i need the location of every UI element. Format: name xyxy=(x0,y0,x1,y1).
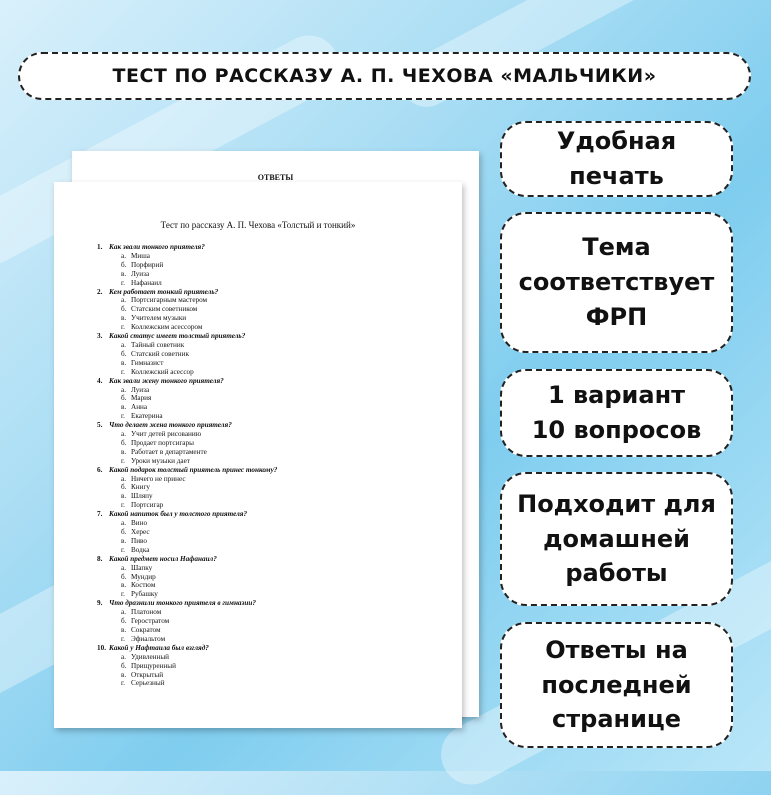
option-text: Уроки музыки дает xyxy=(131,456,190,465)
question-label: Какой напиток был у толстого приятеля? xyxy=(109,510,248,519)
option-text: Работает в департаменте xyxy=(131,447,207,456)
option-letter: б. xyxy=(121,438,127,447)
feature-card-line: 1 вариант xyxy=(547,381,686,410)
option-letter: а. xyxy=(121,608,126,617)
option-text: Рубашку xyxy=(131,590,158,599)
option-letter: а. xyxy=(121,519,126,528)
feature-card-line: Ответы на xyxy=(545,635,688,664)
option-letter: г. xyxy=(121,456,125,465)
question-item xyxy=(97,555,462,600)
feature-card-line: работы xyxy=(565,559,668,588)
answer-option xyxy=(121,359,462,368)
question-text xyxy=(97,421,462,430)
option-letter: г. xyxy=(121,367,125,376)
question-text xyxy=(97,377,462,386)
option-list xyxy=(121,653,462,689)
option-letter: б. xyxy=(121,305,127,314)
answer-option xyxy=(121,564,462,573)
answer-option xyxy=(121,671,462,680)
answer-option xyxy=(121,546,462,555)
option-text: Статский советник xyxy=(131,349,189,358)
answer-option xyxy=(121,394,462,403)
option-letter: б. xyxy=(121,349,127,358)
option-text: Коллежский асессор xyxy=(131,367,194,376)
question-item xyxy=(97,377,462,422)
answer-option xyxy=(121,537,462,546)
question-label: Какой статус имеет толстый приятель? xyxy=(109,332,246,341)
question-label: Как звали жену тонкого приятеля? xyxy=(109,376,224,385)
option-text: Тайный советник xyxy=(131,340,185,349)
option-letter: в. xyxy=(121,314,127,323)
feature-card-line: Удобная xyxy=(556,127,677,156)
option-letter: б. xyxy=(121,483,127,492)
question-label: Какой предмет носил Нафанаил? xyxy=(109,554,217,563)
option-text: Сократом xyxy=(131,625,161,634)
question-list xyxy=(97,243,462,688)
answer-option xyxy=(121,653,462,662)
answer-option xyxy=(121,403,462,412)
option-text: Мундир xyxy=(131,572,156,581)
option-letter: б. xyxy=(121,572,127,581)
answer-option xyxy=(121,573,462,582)
option-text: Коллежским асессором xyxy=(131,323,203,332)
option-letter: г. xyxy=(121,412,125,421)
question-item xyxy=(97,288,462,333)
answer-option xyxy=(121,386,462,395)
option-text: Екатерина xyxy=(131,412,163,421)
question-label: Что делает жена тонкого приятеля? xyxy=(109,421,232,430)
option-text: Мария xyxy=(131,394,152,403)
option-letter: б. xyxy=(121,528,127,536)
question-text xyxy=(97,332,462,341)
option-letter: в. xyxy=(121,269,127,278)
option-text: Шляпу xyxy=(131,492,153,501)
option-list xyxy=(121,608,462,644)
answer-option xyxy=(121,608,462,617)
question-item xyxy=(97,599,462,644)
option-letter: а. xyxy=(121,385,126,394)
question-number: 9. xyxy=(97,599,103,608)
option-text: Продает портсигары xyxy=(131,438,194,447)
question-number: 4. xyxy=(97,376,103,385)
option-letter: г. xyxy=(121,590,125,599)
test-page xyxy=(54,182,462,728)
option-letter: в. xyxy=(121,403,127,412)
option-text: Луиза xyxy=(131,385,150,394)
option-letter: а. xyxy=(121,563,126,572)
answer-option xyxy=(121,448,462,457)
option-text: Геростратом xyxy=(131,617,170,626)
question-number: 10. xyxy=(97,643,106,652)
feature-card-line: печать xyxy=(569,162,664,190)
answer-option xyxy=(121,270,462,279)
answer-option xyxy=(121,679,462,688)
feature-card xyxy=(500,121,733,197)
header-title: ТЕСТ ПО РАССКАЗУ А. П. ЧЕХОВА «МАЛЬЧИКИ» xyxy=(18,52,751,100)
answer-option xyxy=(121,635,462,644)
option-letter: в. xyxy=(121,581,127,590)
question-number: 1. xyxy=(97,243,103,251)
question-number: 5. xyxy=(97,421,103,430)
option-text: Портсигарным мастером xyxy=(131,296,208,305)
option-text: Луиза xyxy=(131,269,150,278)
option-text: Эфиальтом xyxy=(131,634,166,643)
option-letter: г. xyxy=(121,323,125,332)
option-text: Портсигар xyxy=(131,501,164,510)
option-list xyxy=(121,564,462,600)
answer-option xyxy=(121,483,462,492)
feature-card-line: странице xyxy=(552,705,681,734)
answer-option xyxy=(121,261,462,270)
answer-option xyxy=(121,617,462,626)
option-list xyxy=(121,386,462,422)
question-item xyxy=(97,510,462,555)
option-letter: а. xyxy=(121,251,126,260)
option-letter: в. xyxy=(121,536,127,545)
option-text: Порфирий xyxy=(131,260,164,269)
option-text: Платоном xyxy=(131,608,162,617)
option-letter: в. xyxy=(121,670,127,679)
question-text xyxy=(97,288,462,297)
answer-option xyxy=(121,439,462,448)
feature-card-line: 10 вопросов xyxy=(531,416,702,444)
option-text: Анна xyxy=(131,403,148,412)
question-text xyxy=(97,510,462,519)
option-text: Вино xyxy=(131,519,148,528)
option-letter: г. xyxy=(121,278,125,287)
option-list xyxy=(121,341,462,377)
answer-option xyxy=(121,626,462,635)
option-text: Удивленный xyxy=(131,652,170,661)
answer-option xyxy=(121,305,462,314)
feature-card xyxy=(500,622,733,748)
option-letter: б. xyxy=(121,661,127,670)
answer-option xyxy=(121,341,462,350)
answer-option xyxy=(121,457,462,466)
answer-option xyxy=(121,590,462,599)
question-text xyxy=(97,644,462,653)
answer-option xyxy=(121,279,462,288)
option-text: Прищуренный xyxy=(131,661,176,670)
option-list xyxy=(121,519,462,555)
option-letter: г. xyxy=(121,501,125,510)
option-list xyxy=(121,252,462,288)
option-list xyxy=(121,296,462,332)
option-list xyxy=(121,475,462,511)
question-item xyxy=(97,644,462,689)
option-text: Пиво xyxy=(131,536,147,545)
question-label: Что дразнили тонкого приятеля в гимназии? xyxy=(109,599,256,608)
question-label: Какой у Нафтаила был взгляд? xyxy=(109,643,209,652)
question-item xyxy=(97,466,462,511)
question-number: 8. xyxy=(97,554,103,563)
question-item xyxy=(97,332,462,377)
option-text: Гимназист xyxy=(131,358,164,367)
option-text: Учителем музыки xyxy=(131,314,187,323)
option-letter: а. xyxy=(121,296,126,305)
answer-option xyxy=(121,662,462,671)
option-text: Костюм xyxy=(131,581,156,590)
feature-card xyxy=(500,369,733,457)
option-list xyxy=(121,430,462,466)
answer-option xyxy=(121,323,462,332)
option-text: Нафанаил xyxy=(131,278,162,287)
option-letter: б. xyxy=(121,394,127,403)
feature-card-line: последней xyxy=(541,670,692,699)
question-label: Кем работает тонкий приятель? xyxy=(109,287,219,296)
option-letter: в. xyxy=(121,625,127,634)
answer-option xyxy=(121,492,462,501)
answer-option xyxy=(121,412,462,421)
answer-option xyxy=(121,581,462,590)
option-letter: г. xyxy=(121,679,125,688)
question-item xyxy=(97,421,462,466)
answer-option xyxy=(121,528,462,537)
question-number: 3. xyxy=(97,332,103,341)
question-text xyxy=(97,243,462,252)
option-text: Статским советником xyxy=(131,305,198,314)
option-text: Открытый xyxy=(131,670,164,679)
question-number: 2. xyxy=(97,287,103,296)
option-text: Ничего не принес xyxy=(131,474,186,483)
feature-card xyxy=(500,212,733,353)
feature-card-line: ФРП xyxy=(585,302,648,331)
option-text: Херес xyxy=(131,528,150,536)
answer-option xyxy=(121,368,462,377)
option-letter: в. xyxy=(121,492,127,501)
question-number: 6. xyxy=(97,465,103,474)
feature-card-line: соответствует xyxy=(518,268,715,297)
question-number: 7. xyxy=(97,510,103,519)
question-text xyxy=(97,555,462,564)
option-letter: а. xyxy=(121,430,126,439)
feature-card-line: домашней xyxy=(543,524,690,553)
feature-card-line: Тема xyxy=(582,233,651,262)
question-text xyxy=(97,466,462,475)
option-text: Водка xyxy=(131,545,150,554)
option-text: Серьезный xyxy=(131,679,165,688)
feature-card-line: Подходит для xyxy=(517,489,716,518)
option-letter: г. xyxy=(121,634,125,643)
option-letter: б. xyxy=(121,617,127,626)
answer-option xyxy=(121,475,462,484)
answer-option xyxy=(121,519,462,528)
option-text: Миша xyxy=(131,251,150,260)
question-label: Какой подарок толстый приятель принес тонкому? xyxy=(109,465,278,474)
option-text: Шапку xyxy=(131,563,153,572)
option-letter: в. xyxy=(121,447,127,456)
question-label: Как звали тонкого приятеля? xyxy=(109,243,205,251)
answer-option xyxy=(121,430,462,439)
option-letter: в. xyxy=(121,358,127,367)
option-letter: а. xyxy=(121,474,126,483)
option-text: Книгу xyxy=(131,483,151,492)
option-letter: а. xyxy=(121,652,126,661)
answer-option xyxy=(121,296,462,305)
answers-page-title: ОТВЕТЫ xyxy=(257,173,294,182)
test-page-title: Тест по рассказу А. П. Чехова «Толстый и тонкий» xyxy=(160,220,356,230)
answer-option xyxy=(121,501,462,510)
option-letter: а. xyxy=(121,340,126,349)
answer-option xyxy=(121,350,462,359)
answer-option xyxy=(121,314,462,323)
option-letter: б. xyxy=(121,260,127,269)
question-item xyxy=(97,243,462,288)
question-text xyxy=(97,599,462,608)
option-letter: г. xyxy=(121,545,125,554)
option-text: Учит детей рисованию xyxy=(131,430,202,439)
feature-card xyxy=(500,472,733,606)
answer-option xyxy=(121,252,462,261)
